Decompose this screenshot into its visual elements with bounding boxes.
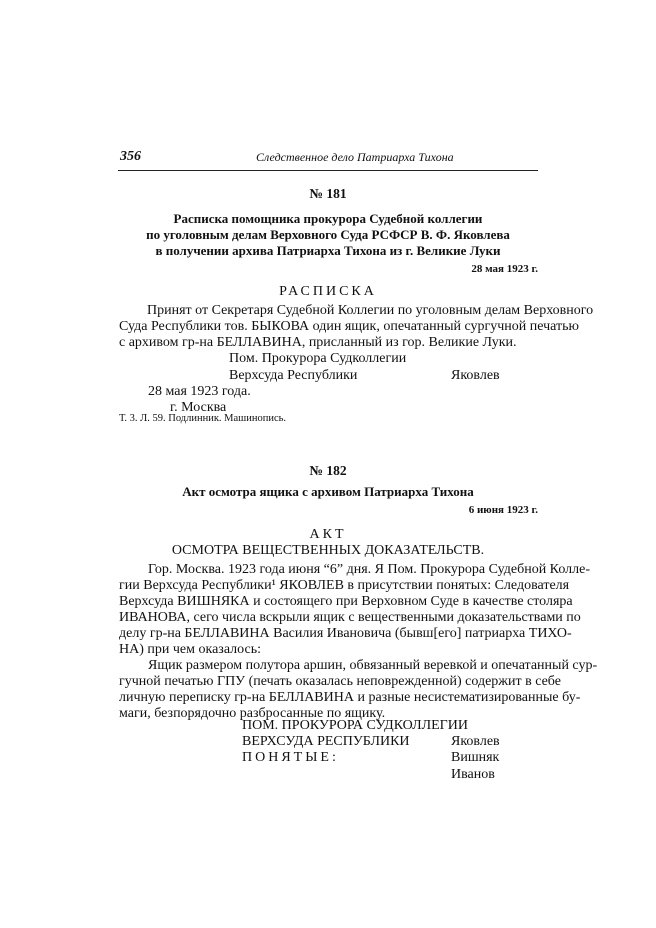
act-para1-line4: ИВАНОВА, сего числа вскрыли ящик с вещественными доказательствами по — [119, 610, 581, 625]
receipt-place: г. Москва — [170, 400, 227, 415]
act-para1-line3: Верхсуда ВИШНЯКА и состоящего при Верховном Суде в качестве столяра — [119, 594, 573, 609]
receipt-heading: РАСПИСКА — [279, 284, 377, 299]
act-para1-line2: гии Верхсуда Республики¹ ЯКОВЛЕВ в присутствии понятых: Следователя — [119, 578, 570, 593]
act-heading: АКТ — [309, 527, 347, 542]
document-number-182: № 182 — [309, 463, 347, 478]
act-signature-name-1: Яковлев — [451, 734, 500, 749]
act-para2-line2: гучной печатью ГПУ (печать оказалась неповрежденной) содержит в себе — [119, 674, 561, 689]
act-signature-title1: ПОМ. ПРОКУРОРА СУДКОЛЛЕГИИ — [242, 718, 468, 733]
receipt-text-line3: с архивом гр-на БЕЛЛАВИНА, присланный из гор. Великие Луки. — [119, 335, 517, 350]
act-para1-line6: НА) при чем оказалось: — [119, 642, 261, 657]
running-title: Следственное дело Патриарха Тихона — [256, 150, 454, 164]
act-para2-line3: личную переписку гр-на БЕЛЛАВИНА и разные несистематизированные бу- — [119, 690, 581, 705]
act-para1-line1: Гор. Москва. 1923 года июня “6” дня. Я Пом. Прокурора Судебной Колле- — [148, 562, 590, 577]
source-note-181: Т. 3. Л. 59. Подлинник. Машинопись. — [119, 413, 287, 424]
act-para2-line4: маги, безпорядочно разбросанные по ящику. — [119, 706, 386, 721]
document-title-181-line1: Расписка помощника прокурора Судебной коллегии — [173, 211, 483, 226]
document-title-181-line3: в получении архива Патриарха Тихона из г. Великие Луки — [155, 243, 501, 258]
receipt-signature-name: Яковлев — [451, 368, 500, 383]
receipt-signature-title1: Пом. Прокурора Судколлегии — [229, 351, 407, 366]
document-number-181: № 181 — [309, 186, 347, 201]
receipt-text-line1: Принят от Секретаря Судебной Коллегии по уголовным делам Верховного — [147, 303, 594, 318]
act-signature-name-2: Вишняк — [451, 750, 500, 765]
act-para1-line5: делу гр-на БЕЛЛАВИНА Василия Ивановича (бывш[его] патриарха ТИХО- — [119, 626, 572, 641]
act-witnesses-label: ПОНЯТЫЕ: — [242, 750, 339, 765]
document-date-181: 28 мая 1923 г. — [471, 263, 538, 275]
page-number: 356 — [120, 149, 141, 164]
receipt-text-line2: Суда Республики тов. БЫКОВА один ящик, опечатанный сургучной печатью — [119, 319, 579, 334]
receipt-signature-title2: Верхсуда Республики — [229, 368, 358, 383]
act-signature-title2: ВЕРХСУДА РЕСПУБЛИКИ — [242, 734, 410, 749]
header-rule — [118, 170, 538, 171]
act-signature-name-3: Иванов — [451, 767, 495, 782]
receipt-place-date: 28 мая 1923 года. — [148, 384, 251, 399]
act-para2-line1: Ящик размером полутора аршин, обвязанный веревкой и опечатанный сур- — [148, 658, 598, 673]
document-date-182: 6 июня 1923 г. — [468, 504, 538, 516]
document-title-181-line2: по уголовным делам Верховного Суда РСФСР В. Ф. Яковлева — [146, 227, 510, 242]
act-subheading: ОСМОТРА ВЕЩЕСТВЕННЫХ ДОКАЗАТЕЛЬСТВ. — [171, 543, 485, 558]
document-title-182: Акт осмотра ящика с архивом Патриарха Тихона — [182, 484, 474, 499]
